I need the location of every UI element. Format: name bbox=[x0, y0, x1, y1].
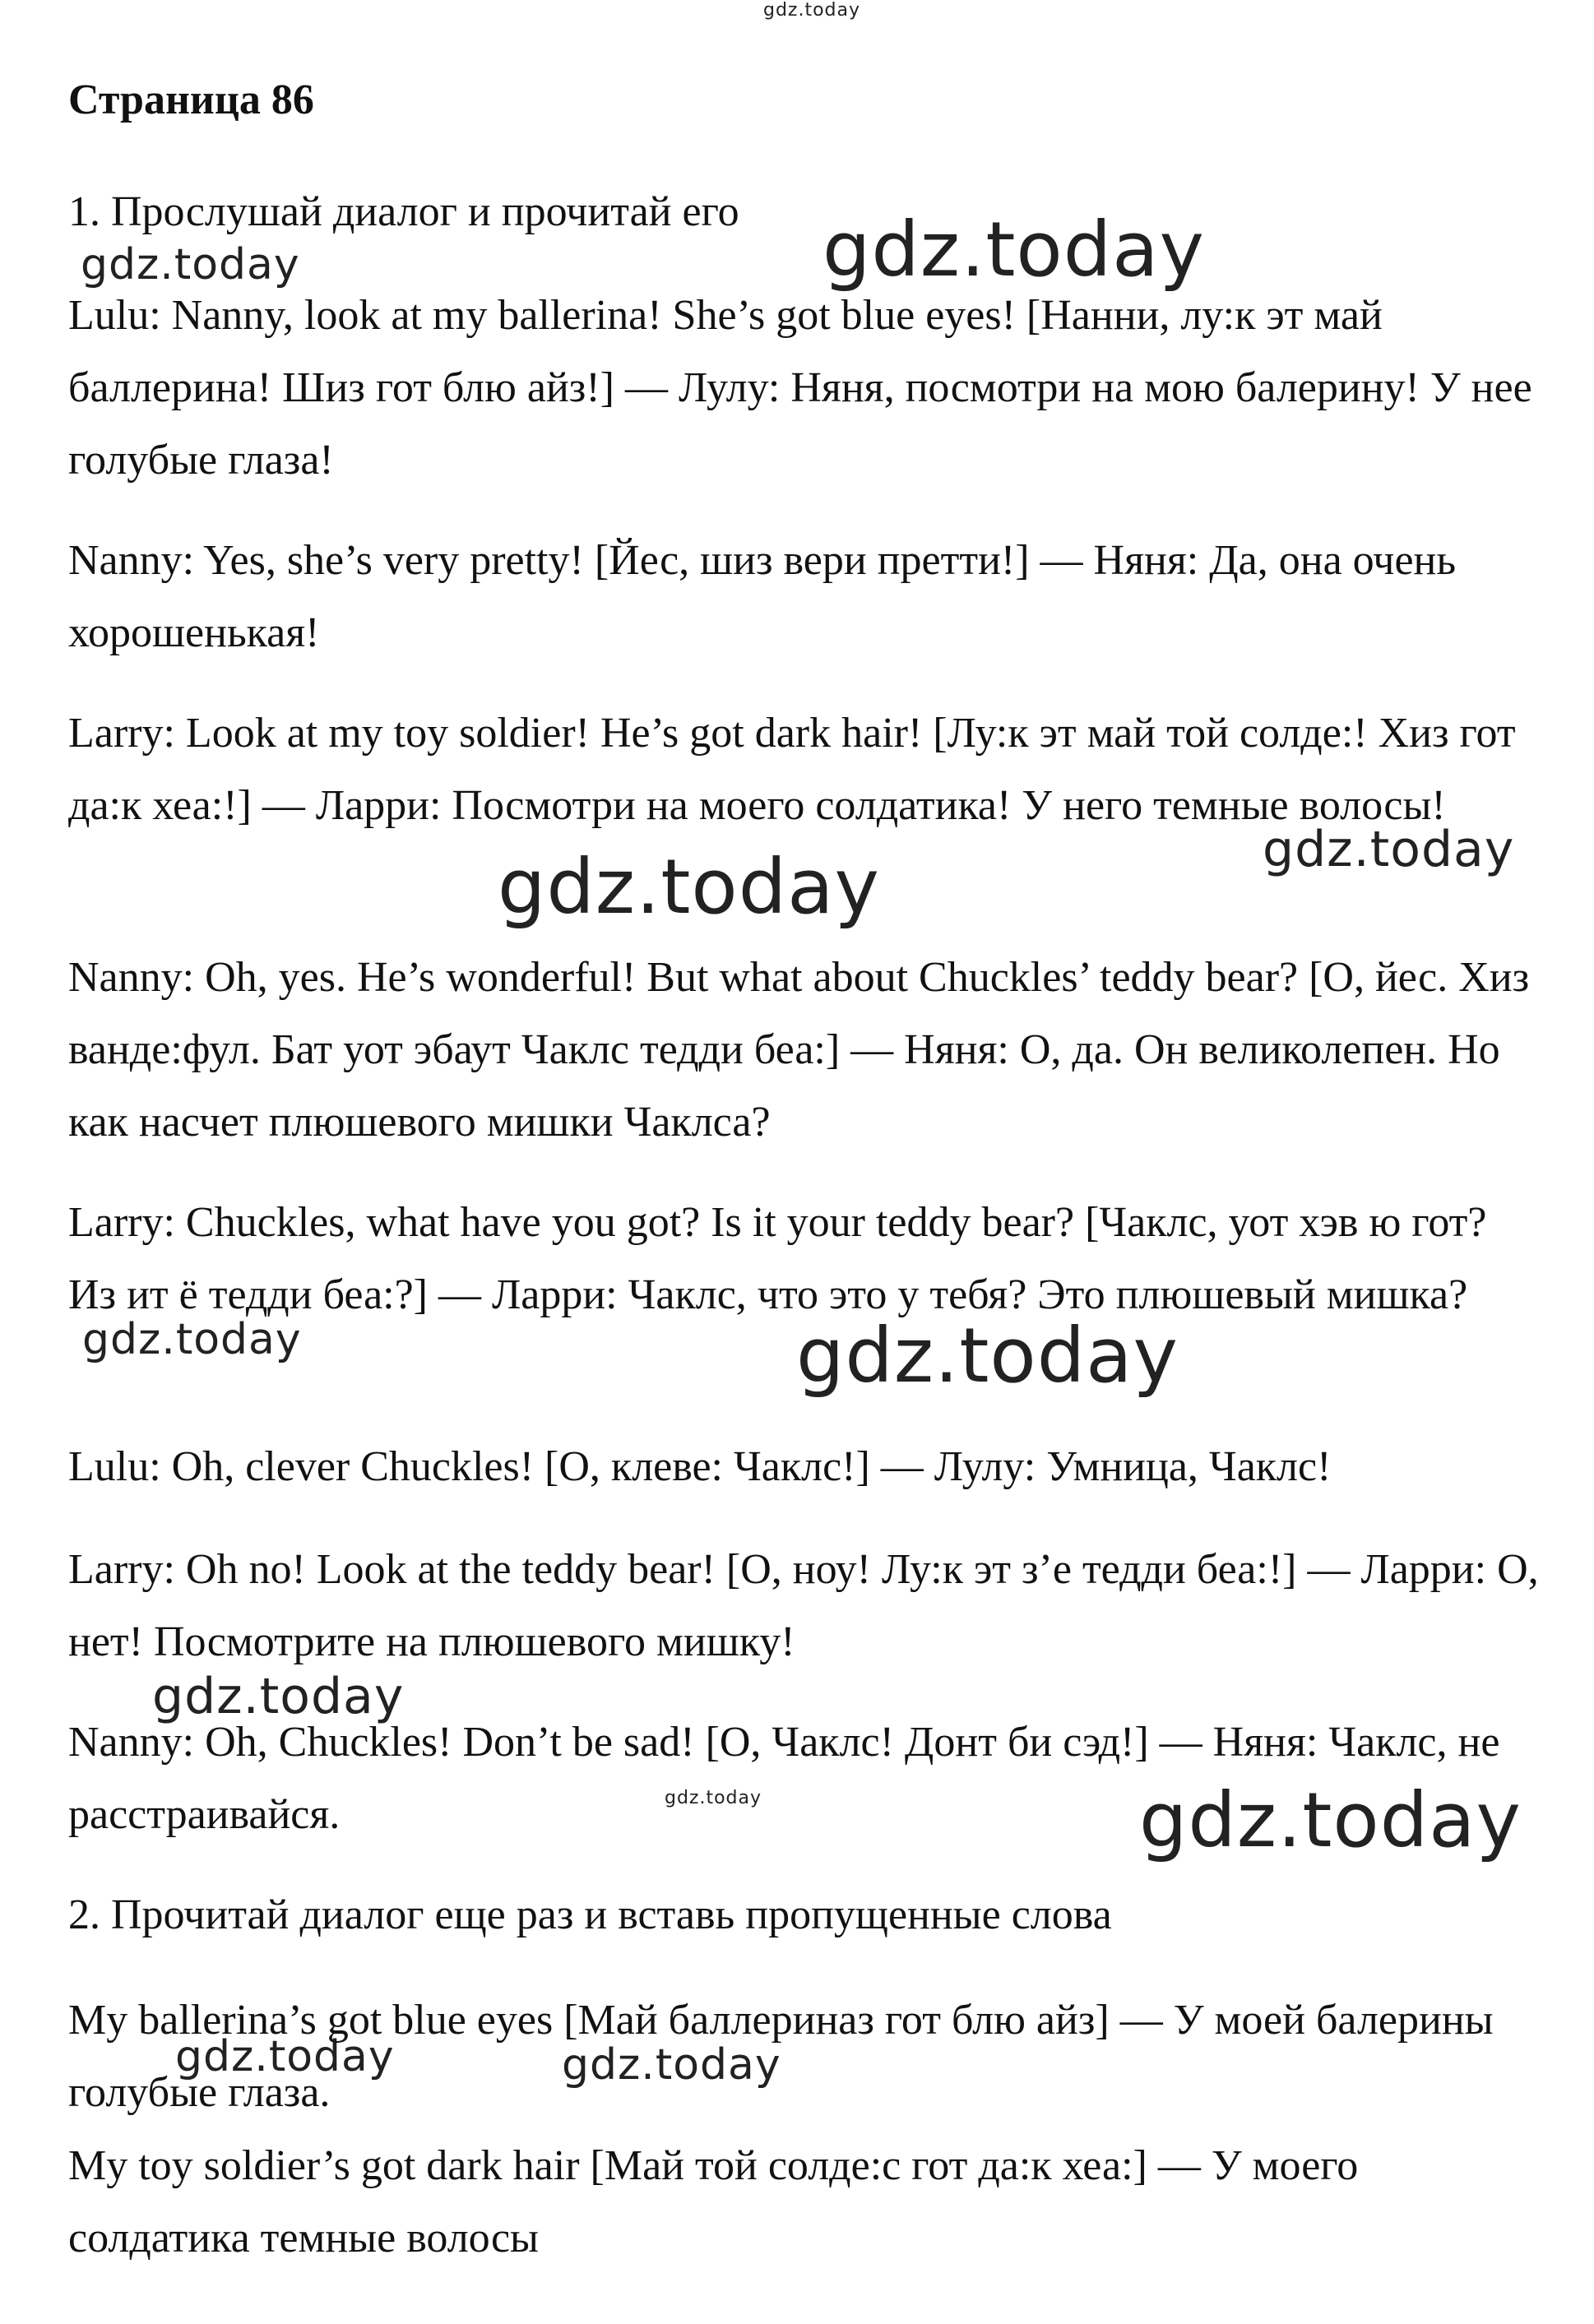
task-2-heading: 2. Прочитай диалог еще раз и вставь пропущенные слова bbox=[68, 1891, 1112, 1938]
watermark: gdz.today bbox=[796, 1312, 1179, 1400]
watermark: gdz.today bbox=[665, 1788, 762, 1808]
dialogue-line-lulu-2: Lulu: Oh, clever Chuckles! [О, клеве: Чаклс!] — Лулу: Умница, Чаклс! bbox=[68, 1443, 1332, 1490]
watermark: gdz.today bbox=[498, 843, 880, 931]
page-title: Страница 86 bbox=[68, 76, 314, 123]
dialogue-line-lulu-1: Lulu: Nanny, look at my ballerina! She’s got blue eyes! [Нанни, лу:к эт май баллерина! Шиз гот блю айз!] — Лулу: Няня, посмотри на мою балерину! У нее голубые глаза! bbox=[68, 292, 1532, 484]
watermark: gdz.today bbox=[152, 1668, 405, 1725]
dialogue-line-nanny-3: Nanny: Oh, Chuckles! Don’t be sad! [О, Чаклс! Донт би сэд!] — Няня: Чаклс, не расстраивайся. bbox=[68, 1719, 1500, 1838]
dialogue-line-larry-3: Larry: Oh no! Look at the teddy bear! [О, ноу! Лу:к эт з’е тедди беа:!] — Ларри: О, нет! Посмотрите на плюшевого мишку! bbox=[68, 1546, 1539, 1665]
dialogue-line-nanny-2: Nanny: Oh, yes. He’s wonderful! But what about Chuckles’ teddy bear? [О, йес. Хиз ванде:фул. Бат уот эбаут Чаклс тедди беа:] — Няня: О, да. Он великолепен. Но как насчет плюшевого мишки Чаклса? bbox=[68, 954, 1530, 1146]
answer-line-2: My toy soldier’s got dark hair [Май той солде:с гот да:к хеа:] — У моего солдатика темные волосы bbox=[68, 2142, 1359, 2262]
dialogue-line-larry-1: Larry: Look at my toy soldier! He’s got dark hair! [Лу:к эт май той солде:! Хиз гот да:к хеа:!] — Ларри: Посмотри на моего солдатика! У него темные волосы! bbox=[68, 710, 1516, 829]
watermark: gdz.today bbox=[1139, 1776, 1522, 1864]
task-1-heading: 1. Прослушай диалог и прочитай его bbox=[68, 188, 739, 235]
watermark: gdz.today bbox=[562, 2040, 781, 2090]
answer-line-1: My ballerina’s got blue eyes [Май баллериназ гот блю айз] — У моей балерины голубые глаза. bbox=[68, 1997, 1494, 2116]
watermark: gdz.today bbox=[81, 240, 300, 289]
watermark: gdz.today bbox=[82, 1315, 302, 1364]
watermark-top: gdz.today bbox=[763, 0, 861, 21]
dialogue-line-nanny-1: Nanny: Yes, she’s very pretty! [Йес, шиз вери претти!] — Няня: Да, она очень хорошенькая! bbox=[68, 537, 1457, 656]
dialogue-line-larry-2: Larry: Chuckles, what have you got? Is it your teddy bear? [Чаклс, уот хэв ю гот? Из ит ё тедди беа:?] — Ларри: Чаклс, что это у тебя? Это плюшевый мишка? bbox=[68, 1199, 1487, 1318]
watermark: gdz.today bbox=[822, 206, 1205, 294]
watermark: gdz.today bbox=[1263, 821, 1515, 878]
watermark: gdz.today bbox=[175, 2032, 395, 2081]
